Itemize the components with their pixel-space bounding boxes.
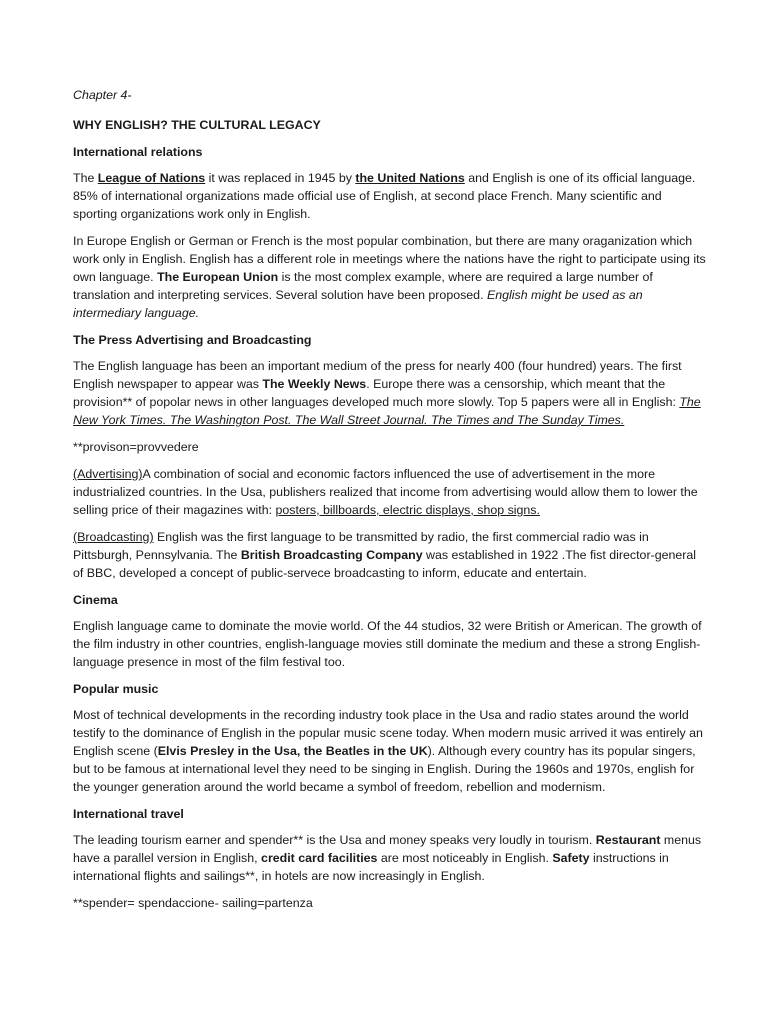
weekly-news-text: The Weekly News [262,377,367,391]
text-run: menus have a parallel version in English, [73,833,702,865]
paragraph-press [73,357,708,429]
intermediary-language-text: English might be used as an intermediary language. [73,288,643,320]
text-run: . Europe there was a censorship, which meant that the provision** of popolar news in other languages developed much more slowly. Top 5 papers were all in English: [73,377,680,409]
paragraph-advertising [73,465,708,519]
safety-text: Safety [552,851,590,865]
elvis-beatles-text: Elvis Presley in the Usa, the Beatles in the UK [157,744,428,758]
text-run: and English is one of its official language. 85% of international organizations made official use of English, at second place French. Many scientific and sporting organizations work only in English. [73,171,696,221]
united-nations-text: the United Nations [355,171,465,185]
advertising-media-list: posters, billboards, electric displays, shop signs. [275,503,540,517]
credit-card-text: credit card facilities [261,851,378,865]
paragraph-popular-music [73,706,708,796]
heading-international-relations: International relations [73,145,203,159]
top-papers-text: The New York Times. The Washington Post. The Wall Street Journal. The Times and The Sunday Times. [73,395,701,427]
text-run: it was replaced in 1945 by [205,171,356,185]
text-run: is the most complex example, where are required a large number of translation and interpreting services. Several solution have been proposed. [73,270,653,302]
note-provision: **provison=provvedere [73,440,199,454]
restaurant-text: Restaurant [595,833,661,847]
text-run: The leading tourism earner and spender** is the Usa and money speaks very loudly in tourism. [73,833,596,847]
broadcasting-label: (Broadcasting) [73,530,154,544]
advertising-label: (Advertising) [73,467,143,481]
text-run: In Europe English or German or French is the most popular combination, but there are many oraganization which work only in English. English has a different role in meetings where the nations have the right to participate using its own language. [73,234,706,284]
text-run: instructions in international flights and sailings**, in hotels are now increasingly in English. [73,851,669,883]
european-union-text: The European Union [157,270,279,284]
heading-cinema: Cinema [73,593,118,607]
text-run: ). Although every country has its popular singers, but to be famous at international level they need to be singing in English. During the 1960s and 1970s, english for the younger generation around the world became a symbol of freedom, rebellion and modernism. [73,744,696,794]
text-run: was established in 1922 .The fist director-general of BBC, developed a concept of public-servece broadcasting to inform, educate and entertain. [73,548,697,580]
page-title: WHY ENGLISH? THE CULTURAL LEGACY [73,118,321,132]
text-run: Most of technical developments in the recording industry took place in the Usa and radio states around the world testify to the dominance of English in the popular music scene today. When modern music arrived it was entirely an English scene ( [73,708,703,758]
text-run: are most noticeably in English. [377,851,553,865]
heading-international-travel: International travel [73,807,184,821]
note-spender: **spender= spendaccione- sailing=partenza [73,896,313,910]
text-run: The [73,171,98,185]
heading-popular-music: Popular music [73,682,159,696]
text-run: A combination of social and economic factors influenced the use of advertisement in the more industrialized countries. In the Usa, publishers realized that income from advertising would allow them to lower the selling price of their magazines with: [73,467,698,517]
chapter-label: Chapter 4- [73,88,132,102]
league-of-nations-text: League of Nations [97,171,206,185]
paragraph-travel [73,831,708,885]
paragraph-league-of-nations [73,169,708,223]
paragraph-cinema: English language came to dominate the movie world. Of the 44 studios, 32 were British or American. The growth of the film industry in other countries, english-language movies still dominate the medium and these a strong English-language presence in most of the film festival too. [73,619,702,669]
paragraph-europe [73,232,708,322]
text-run: English was the first language to be transmitted by radio, the first commercial radio was in Pittsburgh, Pennsylvania. The [73,530,649,562]
heading-press-advertising-broadcasting: The Press Advertising and Broadcasting [73,333,312,347]
bbc-text: British Broadcasting Company [240,548,423,562]
paragraph-broadcasting [73,528,708,582]
text-run: The English language has been an important medium of the press for nearly 400 (four hundred) years. The first English newspaper to appear was [73,359,682,391]
